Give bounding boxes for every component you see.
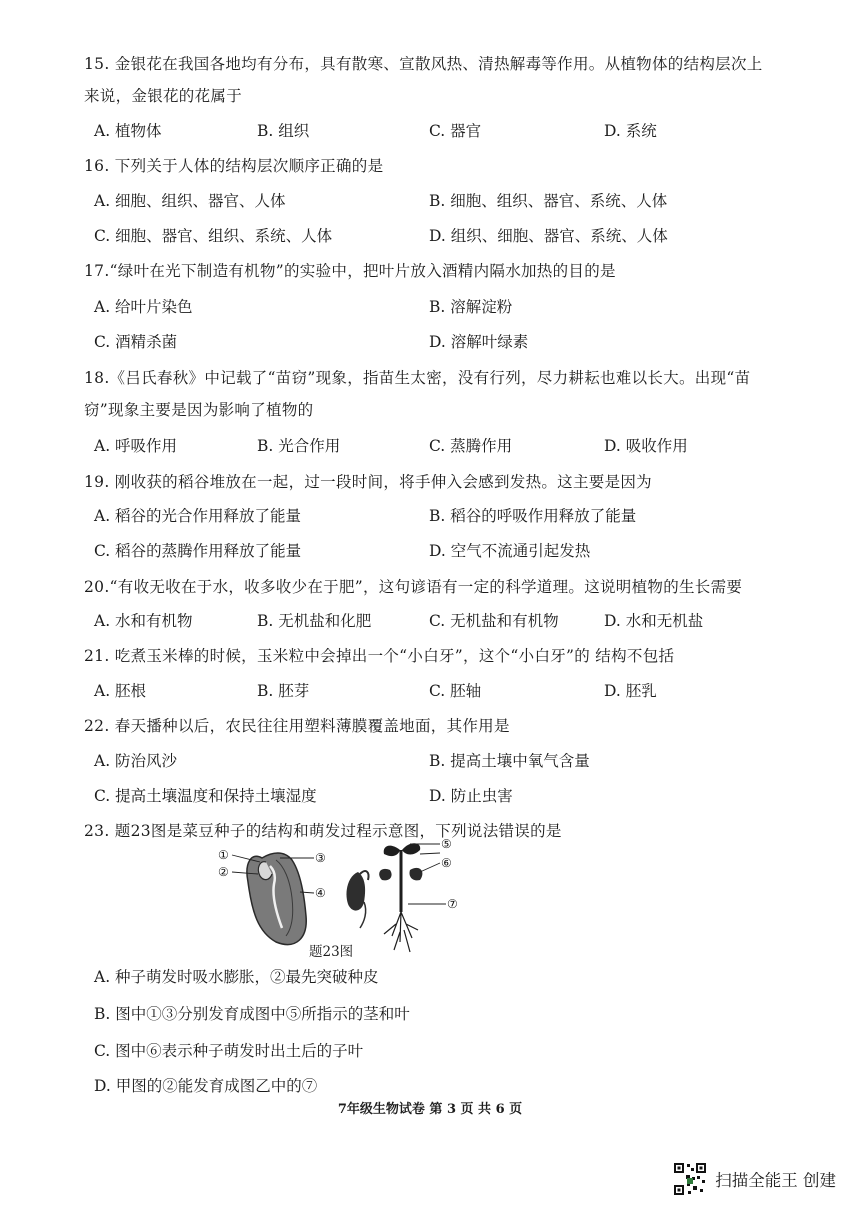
- question-18-option-d: D. 吸收作用: [604, 437, 688, 455]
- label-4: ④: [315, 886, 326, 900]
- question-15-stem-line1: 15. 金银花在我国各地均有分布，具有散寒、宣散风热、清热解毒等作用。从植物体的结构层次上: [84, 55, 763, 73]
- germinating-seed-drawing: [346, 871, 368, 928]
- question-22-option-a: A. 防治风沙: [94, 752, 178, 770]
- question-16-option-b: B. 细胞、组织、器官、系统、人体: [429, 192, 668, 210]
- question-15-option-b: B. 组织: [257, 122, 310, 140]
- question-18-option-b: B. 光合作用: [257, 437, 341, 455]
- label-3: ③: [315, 851, 326, 865]
- question-15-option-d: D. 系统: [604, 122, 657, 140]
- label-5: ⑤: [441, 837, 452, 851]
- question-20-option-d: D. 水和无机盐: [604, 612, 704, 630]
- question-23-option-d: D. 甲图的②能发育成图乙中的⑦: [94, 1077, 318, 1095]
- question-20-option-b: B. 无机盐和化肥: [257, 612, 372, 630]
- question-17-option-d: D. 溶解叶绿素: [429, 333, 529, 351]
- question-23-option-c: C. 图中⑥表示种子萌发时出土后的子叶: [94, 1042, 364, 1060]
- question-17-stem: 17.“绿叶在光下制造有机物”的实验中，把叶片放入酒精内隔水加热的目的是: [84, 262, 616, 280]
- label-7: ⑦: [447, 897, 458, 911]
- question-21-option-d: D. 胚乳: [604, 682, 657, 700]
- question-19-stem: 19. 刚收获的稻谷堆放在一起，过一段时间，将手伸入会感到发热。这主要是因为: [84, 473, 652, 491]
- question-19-option-d: D. 空气不流通引起发热: [429, 542, 591, 560]
- question-22-stem: 22. 春天播种以后，农民往往用塑料薄膜覆盖地面，其作用是: [84, 717, 510, 735]
- question-18-stem-line1: 18.《吕氏春秋》中记载了“苗窃”现象，指苗生太密，没有行列，尽力耕耘也难以长大。出现“苗: [84, 369, 751, 387]
- seed-structure-drawing: [247, 853, 306, 944]
- question-15-option-a: A. 植物体: [94, 122, 162, 140]
- question-17-option-a: A. 给叶片染色: [94, 298, 193, 316]
- question-17-option-c: C. 酒精杀菌: [94, 333, 178, 351]
- label-1: ①: [218, 848, 229, 862]
- figure-caption: 题23图: [309, 944, 354, 960]
- scanner-watermark: [673, 1162, 836, 1196]
- question-23-stem: 23. 题23图是菜豆种子的结构和萌发过程示意图，下列说法错误的是: [84, 822, 562, 840]
- question-18-stem-line2: 窃”现象主要是因为影响了植物的: [84, 401, 314, 419]
- question-21-option-c: C. 胚轴: [429, 682, 482, 700]
- question-16-option-c: C. 细胞、器官、组织、系统、人体: [94, 227, 333, 245]
- qr-code-icon: [673, 1162, 707, 1196]
- question-19-option-a: A. 稻谷的光合作用释放了能量: [94, 507, 302, 525]
- question-22-option-c: C. 提高土壤温度和保持土壤湿度: [94, 787, 317, 805]
- question-23-option-a: A. 种子萌发时吸水膨胀，②最先突破种皮: [94, 968, 379, 986]
- question-16-option-d: D. 组织、细胞、器官、系统、人体: [429, 227, 668, 245]
- label-6: ⑥: [441, 856, 452, 870]
- question-21-option-b: B. 胚芽: [257, 682, 310, 700]
- question-19-option-b: B. 稻谷的呼吸作用释放了能量: [429, 507, 637, 525]
- question-16-option-a: A. 细胞、组织、器官、人体: [94, 192, 286, 210]
- seedling-drawing: [379, 843, 422, 952]
- question-20-option-c: C. 无机盐和有机物: [429, 612, 559, 630]
- question-20-option-a: A. 水和有机物: [94, 612, 193, 630]
- question-16-stem: 16. 下列关于人体的结构层次顺序正确的是: [84, 157, 384, 175]
- page-footer: 7年级生物试卷 第 3 页 共 6 页: [337, 1102, 523, 1117]
- question-18-option-c: C. 蒸腾作用: [429, 437, 513, 455]
- question-20-stem: 20.“有收无收在于水，收多收少在于肥”，这句谚语有一定的科学道理。这说明植物的生长需要: [84, 578, 743, 596]
- question-23-option-b: B. 图中①③分别发育成图中⑤所指示的茎和叶: [94, 1005, 410, 1023]
- label-2: ②: [218, 865, 229, 879]
- question-15-stem-line2: 来说，金银花的花属于: [84, 87, 243, 105]
- question-15-option-c: C. 器官: [429, 122, 482, 140]
- question-21-option-a: A. 胚根: [94, 682, 147, 700]
- question-21-stem: 21. 吃煮玉米棒的时候，玉米粒中会掉出一个“小白牙”，这个“小白牙”的 结构不包括: [84, 647, 675, 665]
- question-18-option-a: A. 呼吸作用: [94, 437, 178, 455]
- question-17-option-b: B. 溶解淀粉: [429, 298, 513, 316]
- question-22-option-b: B. 提高土壤中氧气含量: [429, 752, 590, 770]
- question-22-option-d: D. 防止虫害: [429, 787, 513, 805]
- scanner-watermark-text: 扫描全能王 创建: [715, 1171, 836, 1190]
- question-19-option-c: C. 稻谷的蒸腾作用释放了能量: [94, 542, 302, 560]
